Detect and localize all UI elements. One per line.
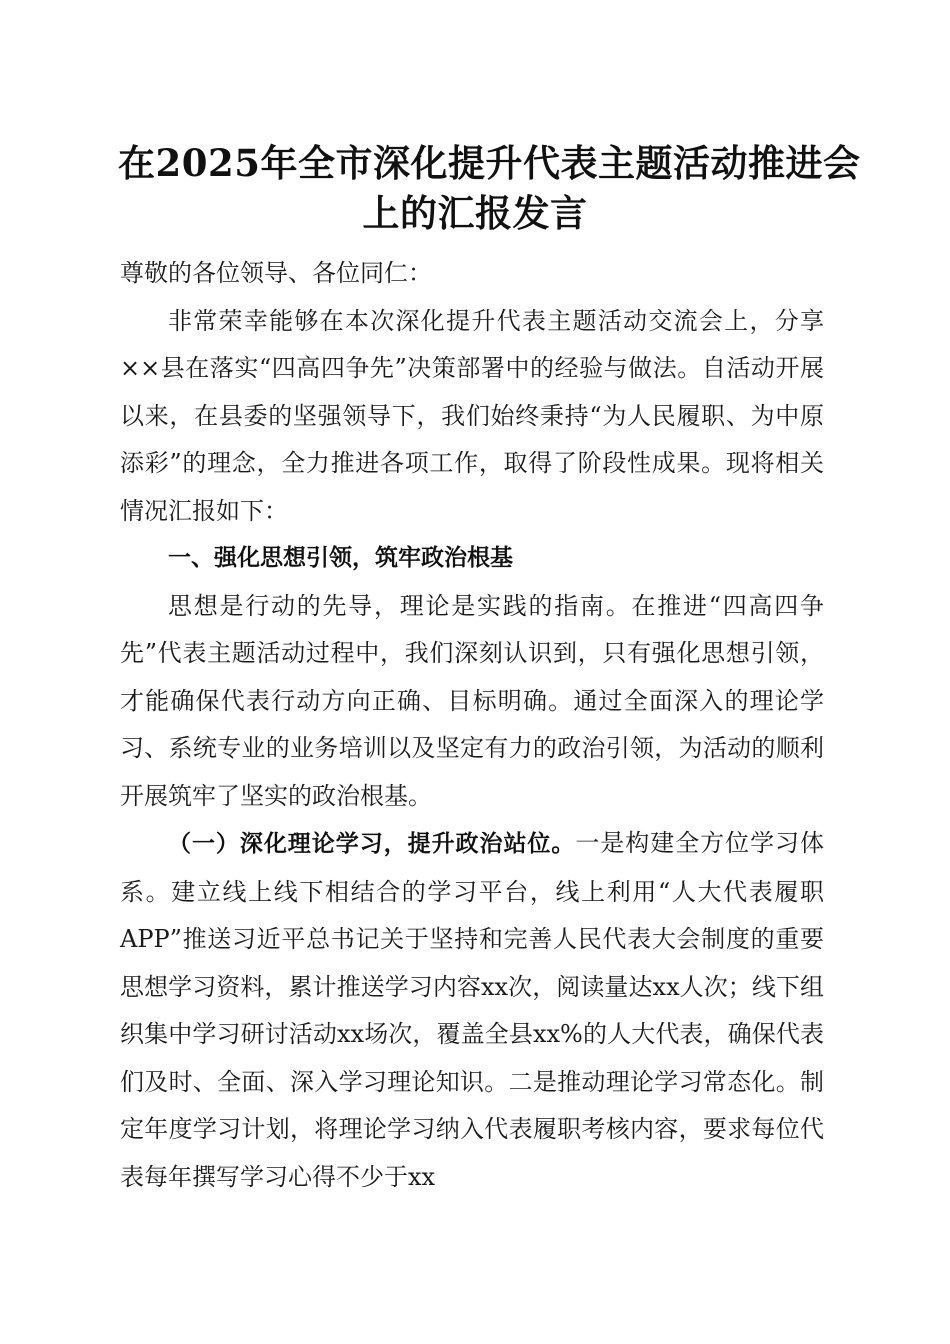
section-1-paragraph: 思想是行动的先导，理论是实践的指南。在推进“四高四争先”代表主题活动过程中，我们深刻认识到，只有强化思想引领，才能确保代表行动方向正确、目标明确。通过全面深入的理论学习、系统专业的业务培训以及坚定有力的政治引领，为活动的顺利开展筑牢了坚实的政治根基。 <box>120 591 824 810</box>
subsection-1-heading: （一）深化理论学习，提升政治站位。 <box>168 831 576 857</box>
subsection-1-paragraph <box>120 820 824 1201</box>
salutation: 尊敬的各位领导、各位同仁： <box>120 259 432 287</box>
title-line-1: 在2025年全市深化提升代表主题活动推进会 <box>118 141 861 185</box>
title-line-2: 上的汇报发言 <box>362 191 588 235</box>
section-1-heading: 一、强化思想引领，筑牢政治根基 <box>168 545 513 571</box>
document-title <box>118 138 861 238</box>
document-body <box>120 250 824 1201</box>
intro-paragraph: 非常荣幸能够在本次深化提升代表主题活动交流会上，分享××县在落实“四高四争先”决策部署中的经验与做法。自活动开展以来，在县委的坚强领导下，我们始终秉持“为人民履职、为中原添彩”的理念，全力推进各项工作，取得了阶段性成果。现将相关情况汇报如下： <box>120 306 824 525</box>
subsection-1-text: 一是构建全方位学习体系。建立线上线下相结合的学习平台，线上利用“人大代表履职APP”推送习近平总书记关于坚持和完善人民代表大会制度的重要思想学习资料，累计推送学习内容xx次，阅读量达xx人次；线下组织集中学习研讨活动xx场次，覆盖全县xx%的人大代表，确保代表们及时、全面、深入学习理论知识。二是推动理论学习常态化。制定年度学习计划，将理论学习纳入代表履职考核内容，要求每位代表每年撰写学习心得不少于xx <box>120 829 825 1191</box>
